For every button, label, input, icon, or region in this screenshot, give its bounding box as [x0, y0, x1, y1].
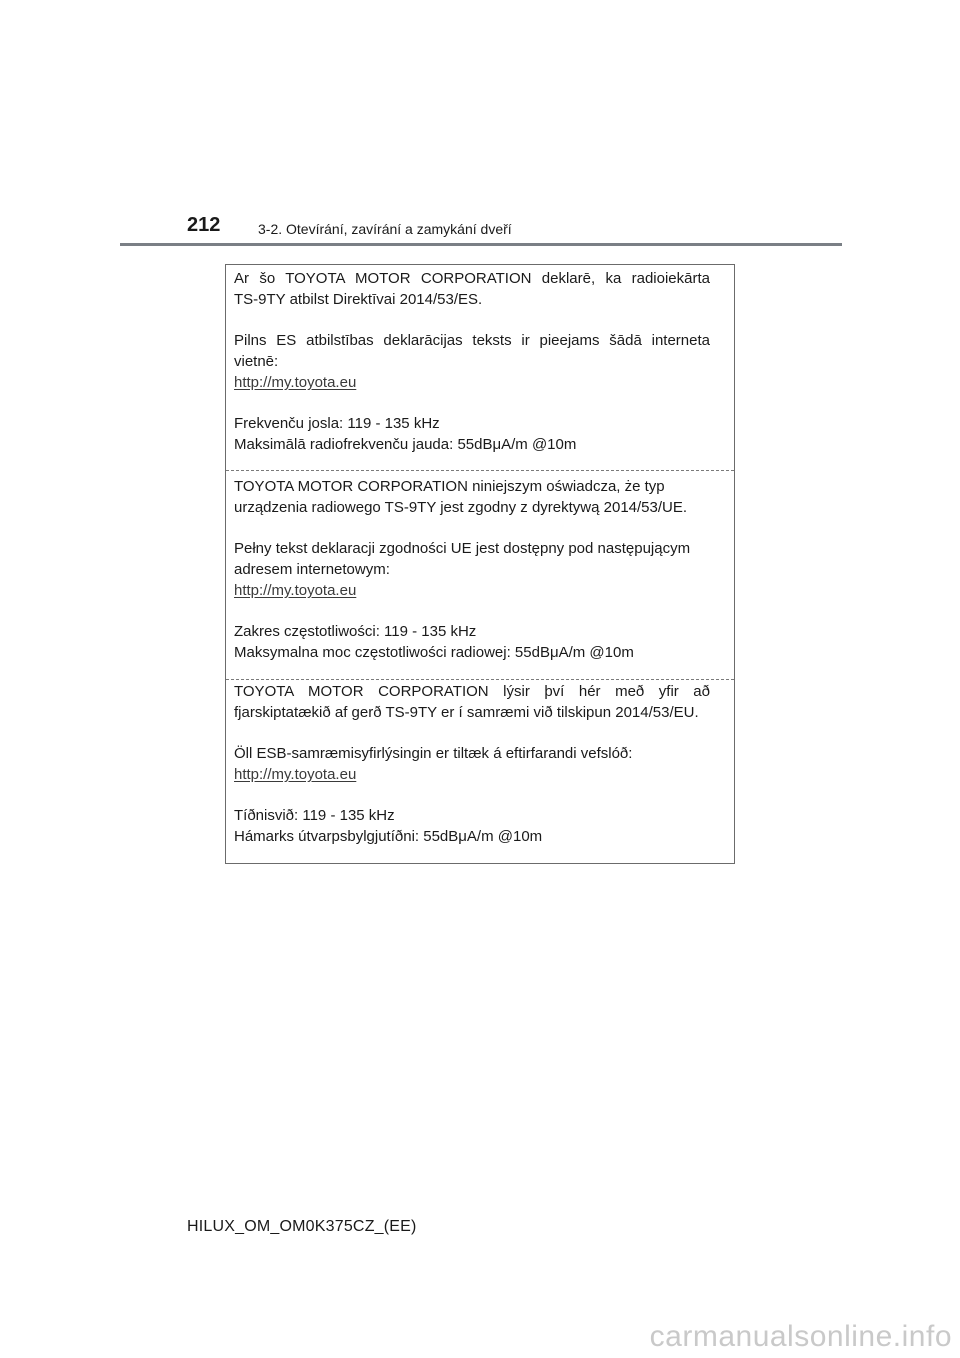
section-divider [226, 470, 734, 471]
toyota-link[interactable]: http://my.toyota.eu [234, 374, 357, 391]
declaration-box [225, 264, 735, 864]
full-text-line: Öll ESB-samræmisyfirlýsingin er tiltæk á eftirfarandi vefslóð: [234, 745, 633, 762]
spec-line: Zakres częstotliwości: 119 - 135 kHz [234, 623, 477, 640]
spec-line: Tíðnisvið: 119 - 135 kHz [234, 807, 395, 824]
declaration-line: Ar šo TOYOTA MOTOR CORPORATION deklarē, ka radioiekārta [234, 270, 710, 287]
full-text-line: vietnē: [234, 353, 279, 370]
declaration-icelandic [226, 681, 734, 847]
declaration-polish [226, 476, 734, 663]
section-title: 3-2. Otevírání, zavírání a zamykání dveří [258, 221, 512, 237]
page-number: 212 [187, 214, 221, 236]
full-text-line: Pełny tekst deklaracji zgodności UE jest dostępny pod następującym [234, 540, 691, 557]
full-text-line: Pilns ES atbilstības deklarācijas teksts ir pieejams šādā interneta [234, 332, 710, 349]
declaration-line: TOYOTA MOTOR CORPORATION niniejszym oświadcza, że typ [234, 478, 665, 495]
toyota-link[interactable]: http://my.toyota.eu [234, 582, 357, 599]
declaration-line: TS-9TY atbilst Direktīvai 2014/53/ES. [234, 291, 483, 308]
spec-line: Hámarks útvarpsbylgjutíðni: 55dBμA/m @10m [234, 828, 543, 845]
full-text-line: adresem internetowym: [234, 561, 390, 578]
watermark: carmanualsonline.info [649, 1320, 952, 1353]
spec-line: Maksimālā radiofrekvenču jauda: 55dBμA/m @10m [234, 436, 577, 453]
declaration-line: fjarskiptatækið af gerð TS-9TY er í samræmi við tilskipun 2014/53/EU. [234, 704, 699, 721]
header-rule [120, 243, 842, 246]
spec-line: Maksymalna moc częstotliwości radiowej: 55dBμA/m @10m [234, 644, 634, 661]
document-code: HILUX_OM_OM0K375CZ_(EE) [187, 1218, 417, 1235]
section-divider [226, 679, 734, 680]
declaration-latvian [226, 268, 734, 455]
spec-line: Frekvenču josla: 119 - 135 kHz [234, 415, 440, 432]
declaration-line: urządzenia radiowego TS-9TY jest zgodny z dyrektywą 2014/53/UE. [234, 499, 688, 516]
declaration-line: TOYOTA MOTOR CORPORATION lýsir því hér með yfir að [234, 683, 710, 700]
toyota-link[interactable]: http://my.toyota.eu [234, 766, 357, 783]
